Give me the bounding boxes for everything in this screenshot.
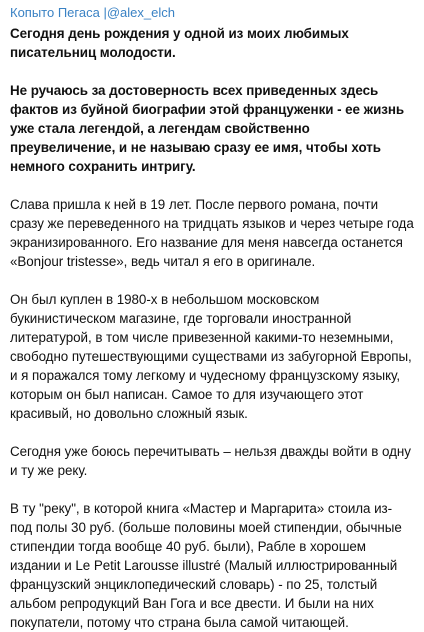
post-paragraph-1: Сегодня день рождения у одной из моих любимых писательниц молодости. [10,26,349,60]
channel-name-link[interactable]: Копыто Пегаса |@alex_elch [10,5,175,20]
post-paragraph-2: Не ручаюсь за достоверность всех приведенных здесь фактов из буйной биографии этой француженки - ее жизнь уже стала легендой, а легендам свойственно преувеличение, и не называю сразу ее имя, чтобы хоть немного сохранить интригу. [10,83,405,174]
post-paragraph-4: Он был куплен в 1980-х в небольшом московском букинистическом магазине, где торговали иностранной литературой, в том числе привезенной какими-то неземными, свободно путешествующими существами из забугорной Европы, и я поражался тому легкому и чудесному французскому языку, которым он был написан. Самое то для изучающего этот красивый, но довольно сложный язык. [10,292,412,421]
post-paragraph-5: Сегодня уже боюсь перечитывать – нельзя дважды войти в одну и ту же реку. [10,444,411,478]
post-paragraph-3: Слава пришла к ней в 19 лет. После первого романа, почти сразу же переведенного на тридцать языков и через четыре года экранизированного. Его название для меня навсегда останется «Bonjour tristesse», ведь читал я его в оригинале. [10,197,414,269]
post-paragraph-6: В ту "реку", в которой книга «Мастер и Маргарита» стоила из-под полы 30 руб. (больше половины моей стипендии, обычные стипендии тогда вообще 40 руб. были), Рабле в хорошем издании и Le Petit Larousse illustré (Малый иллюстрированный французский энциклопедический словарь) - по 25, толстый альбом репродукций Ван Гога и все двести. И были на них покупатели, потому что страна была самой читающей. [10,501,402,630]
